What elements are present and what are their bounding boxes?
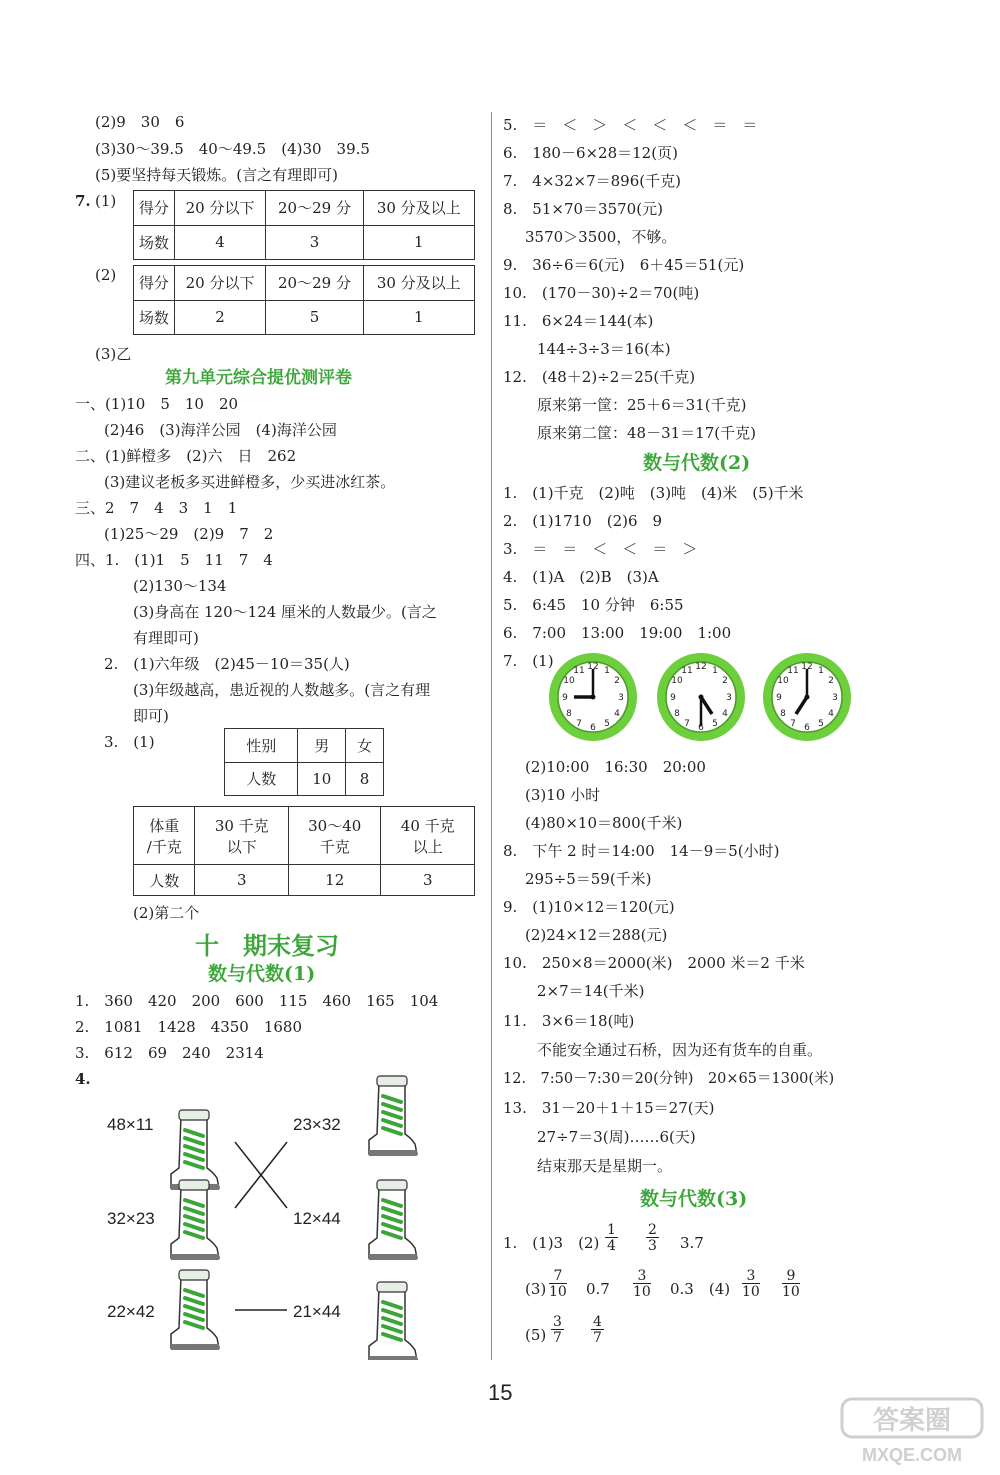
answer-line: 结束那天是星期一。 bbox=[537, 1157, 673, 1175]
table-cell: 5 bbox=[266, 300, 363, 335]
clock-icon bbox=[657, 653, 745, 741]
answer-line: 6. 180－6×28＝12(页) bbox=[503, 144, 678, 162]
answer-line: 27÷7＝3(周)……6(天) bbox=[537, 1128, 696, 1146]
answer-line: 三、2 7 4 3 1 1 bbox=[75, 499, 238, 517]
answer-line: 2×7＝14(千米) bbox=[537, 982, 645, 1000]
answer-line: (2)9 30 6 bbox=[95, 113, 185, 131]
fraction: $\frac{1}{4}$ bbox=[607, 1222, 616, 1254]
boot-icon bbox=[171, 1110, 219, 1190]
answer-line: 11. 6×24＝144(本) bbox=[503, 312, 654, 330]
gender-table bbox=[224, 728, 384, 796]
answer-line: 2. (1)六年级 (2)45－10＝35(人) bbox=[104, 655, 350, 673]
clock-icon bbox=[763, 653, 851, 741]
table-cell: 人数 bbox=[134, 865, 195, 896]
answer-line: (3)30～39.5 40～49.5 (4)30 39.5 bbox=[95, 140, 370, 158]
score-table-1 bbox=[133, 190, 475, 260]
fraction: $\frac{3}{10}$ bbox=[742, 1268, 760, 1300]
table-cell: 场数 bbox=[134, 225, 175, 260]
answer-line: 8. 51×70＝3570(元) bbox=[503, 200, 663, 218]
table-cell: 体重 /千克 bbox=[134, 807, 195, 865]
answer-line: (2)24×12＝288(元) bbox=[525, 926, 668, 944]
answer-line: (2) bbox=[95, 266, 117, 284]
boot-label: 48×11 bbox=[107, 1115, 154, 1134]
fraction: $\frac{3}{7}$ bbox=[553, 1314, 562, 1346]
table-cell: 30 分及以上 bbox=[363, 266, 474, 301]
table-cell: 3 bbox=[195, 865, 289, 896]
answer-line: (2)46 (3)海洋公园 (4)海洋公园 bbox=[104, 421, 337, 439]
answer-line: 9. 36÷6＝6(元) 6＋45＝51(元) bbox=[503, 256, 745, 274]
answer-line: 3. 612 69 240 2314 bbox=[75, 1044, 264, 1062]
table-cell: 3 bbox=[381, 865, 475, 896]
answer-line: 3. (1) bbox=[104, 733, 155, 751]
answer-line: 1. 360 420 200 600 115 460 165 104 bbox=[75, 992, 439, 1010]
answer-line: (1)25～29 (2)9 7 2 bbox=[104, 525, 274, 543]
question-number: 4. bbox=[75, 1070, 91, 1088]
table-cell: 1 bbox=[363, 300, 474, 335]
answer-line: (5) bbox=[525, 1326, 547, 1344]
page-number: 15 bbox=[488, 1380, 513, 1405]
answer-line: (1) bbox=[95, 192, 117, 210]
table-cell: 4 bbox=[174, 225, 266, 260]
answer-line: 二、(1)鲜橙多 (2)六 日 262 bbox=[75, 447, 297, 465]
fraction: $\frac{4}{7}$ bbox=[593, 1314, 602, 1346]
table-cell: 30 分及以上 bbox=[363, 191, 474, 226]
answer-line: (2)第二个 bbox=[133, 904, 200, 922]
svg-text:答案圈: 答案圈 bbox=[872, 1406, 952, 1436]
answer-line: (3) bbox=[525, 1280, 547, 1298]
answer-line: (3)身高在 120～124 厘米的人数最少。(言之 bbox=[133, 603, 437, 621]
answer-line: (3)年级越高，患近视的人数越多。(言之有理 bbox=[133, 681, 431, 699]
fraction: $\frac{2}{3}$ bbox=[648, 1222, 657, 1254]
answer-line: 2. (1)1710 (2)6 9 bbox=[503, 512, 663, 530]
answer-line: 7. 4×32×7＝896(千克) bbox=[503, 172, 681, 190]
table-cell: 30 千克 以下 bbox=[195, 807, 289, 865]
answer-line: (3)乙 bbox=[95, 345, 132, 363]
boot-label: 12×44 bbox=[293, 1209, 341, 1228]
boot-label: 23×32 bbox=[293, 1115, 341, 1134]
answer-line: 5. 6:45 10 分钟 6:55 bbox=[503, 596, 684, 614]
table-cell: 20 分以下 bbox=[174, 266, 266, 301]
watermark-logo bbox=[840, 1395, 990, 1467]
boot-icon bbox=[369, 1076, 417, 1156]
section-title: 数与代数(2) bbox=[643, 452, 751, 474]
watermark bbox=[840, 1395, 990, 1471]
boot-label: 32×23 bbox=[107, 1209, 155, 1228]
answer-line: (2)130～134 bbox=[133, 577, 227, 595]
question-number: 7. bbox=[75, 192, 91, 210]
section-title: 第九单元综合提优测评卷 bbox=[165, 368, 352, 388]
answer-line: 3570＞3500，不够。 bbox=[525, 228, 677, 246]
table-cell: 30～40 千克 bbox=[289, 807, 381, 865]
section-title: 数与代数(3) bbox=[640, 1188, 748, 1210]
fraction: $\frac{9}{10}$ bbox=[782, 1268, 800, 1300]
answer-line: 原来第一筐：25＋6＝31(千克) bbox=[537, 396, 747, 414]
answer-line: 9. (1)10×12＝120(元) bbox=[503, 898, 675, 916]
answer-line: (5)要坚持每天锻炼。(言之有理即可) bbox=[95, 166, 338, 184]
boot-label: 22×42 bbox=[107, 1302, 155, 1321]
answer-line: 144÷3÷3＝16(本) bbox=[537, 340, 671, 358]
answer-line: 295÷5＝59(千米) bbox=[525, 870, 652, 888]
fraction: $\frac{7}{10}$ bbox=[549, 1268, 567, 1300]
weight-table bbox=[133, 806, 475, 896]
section-title: 数与代数(1) bbox=[208, 963, 316, 985]
answer-line: 12. (48＋2)÷2＝25(千克) bbox=[503, 368, 696, 386]
table-cell: 女 bbox=[346, 729, 384, 763]
answer-line: (3)建议老板多买进鲜橙多，少买进冰红茶。 bbox=[104, 473, 396, 491]
answer-line: 一、(1)10 5 10 20 bbox=[75, 395, 239, 413]
table-cell: 3 bbox=[266, 225, 363, 260]
chapter-title: 十 期末复习 bbox=[195, 931, 339, 960]
answer-line: 四、1. (1)1 5 11 7 4 bbox=[75, 551, 273, 569]
clock-icon bbox=[549, 653, 637, 741]
answer-line: 即可) bbox=[133, 707, 169, 725]
answer-line: 10. (170－30)÷2＝70(吨) bbox=[503, 284, 700, 302]
table-cell: 1 bbox=[363, 225, 474, 260]
answer-line: 10. 250×8＝2000(米) 2000 米＝2 千米 bbox=[503, 954, 805, 972]
answer-line: 12. 7:50－7:30＝20(分钟) 20×65＝1300(米) bbox=[503, 1071, 835, 1087]
table-cell: 场数 bbox=[134, 300, 175, 335]
answer-line: 3. ＝ ＝ ＜ ＜ ＝ ＞ bbox=[503, 540, 698, 558]
answer-line: 6. 7:00 13:00 19:00 1:00 bbox=[503, 624, 732, 642]
table-cell: 男 bbox=[298, 729, 346, 763]
answer-line: (4)80×10＝800(千米) bbox=[525, 814, 683, 832]
boot-icon bbox=[369, 1180, 417, 1260]
answer-line: 原来第二筐：48－31＝17(千克) bbox=[537, 424, 756, 442]
boot-label: 21×44 bbox=[293, 1302, 341, 1321]
column-divider bbox=[491, 112, 492, 1360]
boot-icon bbox=[171, 1180, 219, 1260]
svg-text:MXQE.COM: MXQE.COM bbox=[861, 1445, 963, 1465]
clocks-figure bbox=[548, 652, 858, 752]
table-cell: 10 bbox=[298, 762, 346, 796]
table-cell: 12 bbox=[289, 865, 381, 896]
answer-line: 7. (1) bbox=[503, 652, 554, 670]
table-cell: 8 bbox=[346, 762, 384, 796]
boot-icon bbox=[369, 1282, 417, 1360]
answer-line: 有理即可) bbox=[133, 629, 199, 647]
answer-line: 13. 31－20＋1＋15＝27(天) bbox=[503, 1099, 715, 1117]
score-table-2 bbox=[133, 265, 475, 335]
answer-line: (2)10:00 16:30 20:00 bbox=[525, 758, 706, 776]
answer-line: 0.7 bbox=[586, 1280, 610, 1298]
table-cell: 20～29 分 bbox=[266, 191, 363, 226]
answer-line: 11. 3×6＝18(吨) bbox=[503, 1012, 635, 1030]
answer-line: 4. (1)A (2)B (3)A bbox=[503, 568, 659, 586]
answer-line: 5. ＝ ＜ ＞ ＜ ＜ ＜ ＝ ＝ bbox=[503, 116, 758, 134]
answer-line: 1. (1)3 (2) bbox=[503, 1234, 600, 1252]
table-cell: 得分 bbox=[134, 266, 175, 301]
table-cell: 人数 bbox=[225, 762, 298, 796]
answer-line: 不能安全通过石桥，因为还有货车的自重。 bbox=[537, 1041, 823, 1059]
table-cell: 性别 bbox=[225, 729, 298, 763]
fraction: $\frac{3}{10}$ bbox=[633, 1268, 651, 1300]
table-cell: 40 千克 以上 bbox=[381, 807, 475, 865]
answer-line: 1. (1)千克 (2)吨 (3)吨 (4)米 (5)千米 bbox=[503, 484, 804, 502]
table-cell: 20 分以下 bbox=[174, 191, 266, 226]
boot-icon bbox=[171, 1270, 219, 1350]
answer-line: (3)10 小时 bbox=[525, 786, 601, 804]
table-cell: 2 bbox=[174, 300, 266, 335]
answer-line: 2. 1081 1428 4350 1680 bbox=[75, 1018, 303, 1036]
table-cell: 得分 bbox=[134, 191, 175, 226]
answer-line: 0.3 (4) bbox=[670, 1280, 731, 1298]
answer-line: 3.7 bbox=[680, 1234, 704, 1252]
table-cell: 20～29 分 bbox=[266, 266, 363, 301]
answer-line: 8. 下午 2 时＝14:00 14－9＝5(小时) bbox=[503, 842, 780, 860]
